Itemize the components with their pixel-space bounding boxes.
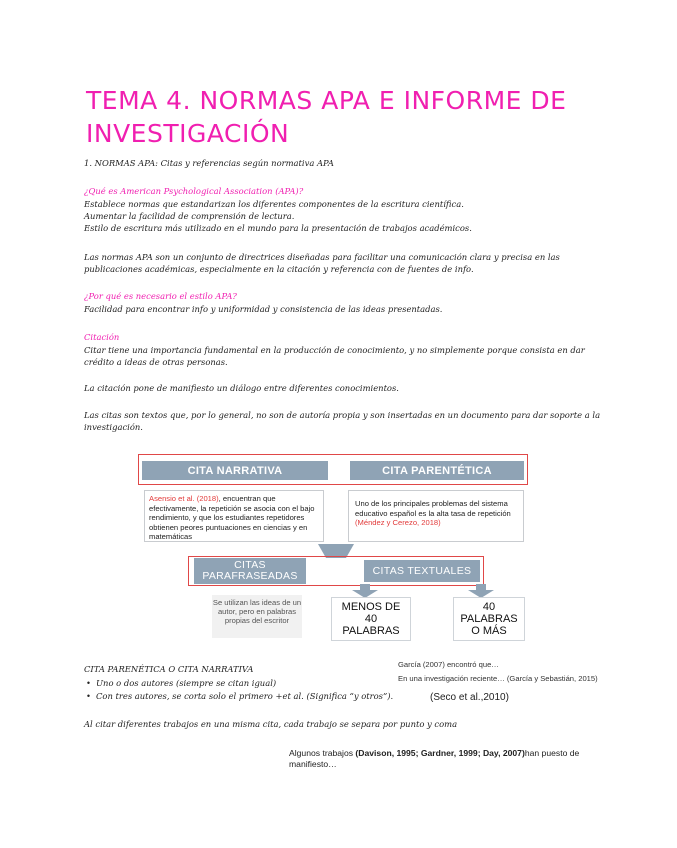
apa-line-1: Establece normas que estandarizan los diferentes componentes de la escritura científica. (84, 199, 464, 209)
narrativa-example-box (144, 490, 324, 542)
example-narrativa: García (2007) encontró que… (398, 660, 499, 669)
question-heading-apa: ¿Qué es American Psychological Association (APA)? (84, 186, 304, 196)
bottom-heading: CITA PARENÉTICA O CITA NARRATIVA (84, 664, 254, 674)
parentetica-example-text: Uno de los principales problemas del sistema educativo español es la alta tasa de repetición (355, 499, 511, 518)
bullet-item: • Con tres autores, se corta solo el primero +et al. (Significa “y otros”). (84, 690, 414, 702)
multi-example-post: han puesto de manifiesto… (289, 748, 580, 769)
cita-narrativa-bar: CITA NARRATIVA (142, 461, 328, 480)
citas-parafraseadas-bar: CITAS PARAFRASEADAS (194, 558, 306, 584)
mas-40-palabras-box: 40 PALABRAS O MÁS (453, 597, 525, 641)
citacion-paragraph-3: Las citas son textos que, por lo general, no son de autoría propia y son insertadas en un documento para dar soporte a la investigación. (84, 410, 601, 432)
parentetica-example-cite: (Méndez y Cerezo, 2018) (355, 518, 441, 528)
bullet-item: • Uno o dos autores (siempre se citan igual) (84, 677, 414, 689)
cita-parentetica-bar: CITA PARENTÉTICA (350, 461, 524, 480)
apa-line-3: Estilo de escritura más utilizado en el mundo para la presentación de trabajos académicos. (84, 223, 472, 233)
multi-example-pre: Algunos trabajos (289, 748, 356, 758)
narrativa-example-cite: Asensio et al. (2018) (149, 494, 219, 503)
citas-textuales-bar: CITAS TEXTUALES (364, 560, 480, 582)
example-parentetica: En una investigación reciente… (García y Sebastián, 2015) (398, 674, 598, 683)
page-title: TEMA 4. NORMAS APA E INFORME DE INVESTIGACIÓN (86, 86, 567, 148)
parafraseadas-note: Se utilizan las ideas de un autor, pero en palabras propias del escritor (212, 595, 302, 638)
down-arrow-icon (350, 584, 380, 598)
narrativa-example-text: , encuentran que efectivamente, la repetición se asocia con el bajo rendimiento, y que los estudiantes repetidores obtienen peores puntuaciones en ciencias y en matemáticas (149, 494, 315, 542)
apa-paragraph: Las normas APA son un conjunto de directrices diseñadas para facilitar una comunicación clara y precisa en las publicaciones académicas, especialmente en la citación y referencia con de fuentes de info. (84, 252, 560, 274)
multi-example-cites: (Davison, 1995; Gardner, 1999; Day, 2007) (355, 748, 525, 758)
citacion-heading: Citación (84, 332, 120, 342)
citacion-paragraph-2: La citación pone de manifiesto un diálogo entre diferentes conocimientos. (84, 383, 399, 393)
multi-citation-rule: Al citar diferentes trabajos en una misma cita, cada trabajo se separa por punto y coma (84, 719, 458, 729)
menos-40-palabras-box: MENOS DE 40 PALABRAS (331, 597, 411, 641)
down-arrow-icon (466, 584, 496, 598)
why-text: Facilidad para encontrar info y uniformidad y consistencia de las ideas presentadas. (84, 304, 443, 314)
example-et-al: (Seco et al.,2010) (430, 692, 509, 703)
question-heading-why: ¿Por qué es necesario el estilo APA? (84, 291, 237, 301)
multi-citation-example (289, 748, 609, 770)
citation-diagram (138, 452, 534, 647)
bottom-bullet-list (84, 677, 414, 702)
parentetica-example-box (348, 490, 524, 542)
citacion-paragraph-1: Citar tiene una importancia fundamental en la producción de conocimiento, y no simplemente porque consista en dar crédito a ideas de otras personas. (84, 345, 585, 367)
section-heading: 1. NORMAS APA: Citas y referencias según normativa APA (84, 158, 334, 168)
apa-line-2: Aumentar la facilidad de comprensión de lectura. (84, 211, 295, 221)
